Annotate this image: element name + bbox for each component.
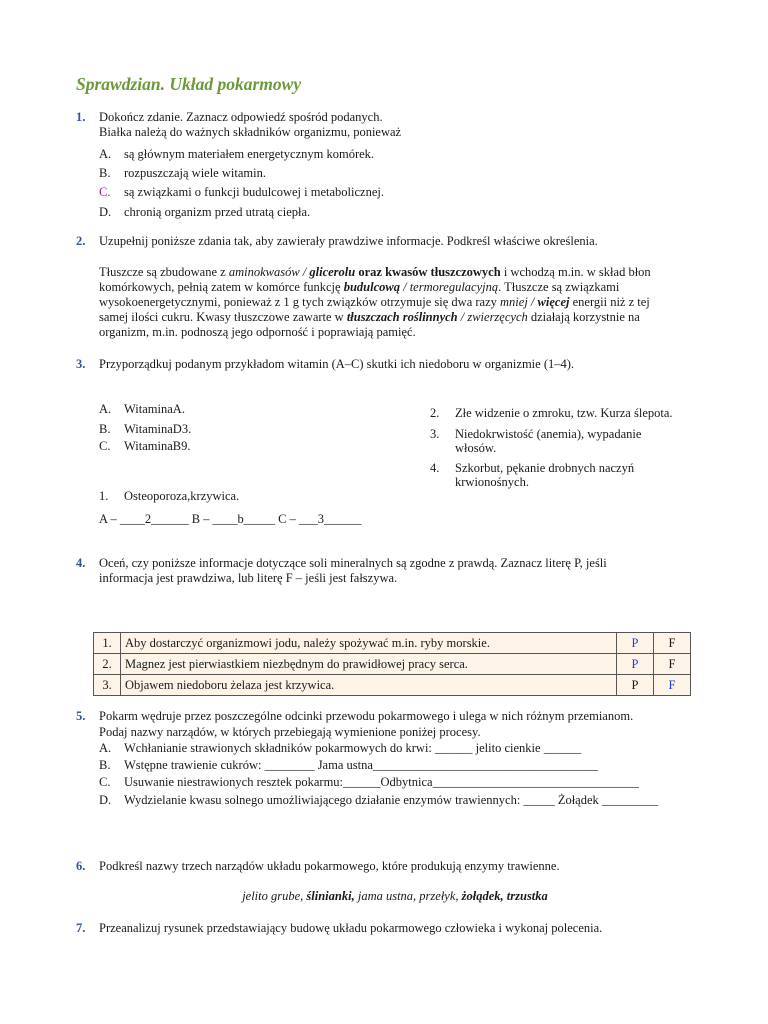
question-7-instruction: Przeanalizuj rysunek przedstawiający budowę układu pokarmowego człowieka i wykonaj polecenia. xyxy=(99,921,603,935)
option-letter: A. xyxy=(99,147,112,161)
choice-option[interactable]: / termoregulacyjną xyxy=(399,280,499,294)
deficiency-effect-4: 4. Szkorbut, pękanie drobnych naczyń xyxy=(430,461,635,475)
question-2-line-5: organizm, m.in. podnoszą jego odporność i poprawiają pamięć. xyxy=(99,325,416,339)
question-1-option-b[interactable] xyxy=(99,166,266,181)
organ-option-selected[interactable]: żołądek, trzustka xyxy=(461,889,548,903)
question-5-instruction: Pokarm wędruje przez poszczególne odcinki przewodu pokarmowego i ulega w nich różnym przemianom. xyxy=(99,709,634,723)
false-option[interactable]: F xyxy=(654,654,691,675)
option-text: są głównym materiałem energetycznym komórek. xyxy=(124,147,375,161)
option-text: są związkami o funkcji budulcowej i metabolicznej. xyxy=(124,185,384,199)
question-5-option-a[interactable]: A. Wchłanianie strawionych składników pokarmowych do krwi: ______ jelito cienkie ______ xyxy=(99,741,582,755)
question-6-instruction: Podkreśl nazwy trzech narządów układu pokarmowego, które produkują enzymy trawienne. xyxy=(99,859,560,873)
organ-option[interactable]: jelito grube, xyxy=(242,889,307,903)
question-6-number: 6. xyxy=(76,859,86,873)
organ-option[interactable]: jama ustna, przełyk, xyxy=(354,889,462,903)
organ-list xyxy=(99,889,691,904)
question-5-option-d[interactable]: D. Wydzielanie kwasu solnego umożliwiającego działanie enzymów trawiennych: _____ Żołądek _________ xyxy=(99,793,659,807)
option-letter: B. xyxy=(99,166,111,180)
question-2-line-4: samej ilości cukru. Kwasy tłuszczowe zawarte w tłuszczach roślinnych / zwierzęcych działają korzystnie na xyxy=(99,310,640,324)
deficiency-effect-3: 3. Niedokrwistość (anemia), wypadanie xyxy=(430,427,642,441)
deficiency-effect-4-cont: krwionośnych. xyxy=(455,475,529,489)
option-text: rozpuszczają wiele witamin. xyxy=(124,166,266,180)
page-title: Sprawdzian. Układ pokarmowy xyxy=(76,74,302,94)
question-5-option-b[interactable]: B. Wstępne trawienie cukrów: ________ Jama ustna____________________________________ xyxy=(99,758,598,772)
vitamin-b: B. WitaminaD3. xyxy=(99,422,192,436)
true-option-selected[interactable]: P xyxy=(617,633,654,654)
true-option[interactable]: P xyxy=(617,675,654,696)
row-number: 1. xyxy=(94,633,121,654)
question-5-instruction-cont: Podaj nazwy narządów, w których przebiegają wymienione poniżej procesy. xyxy=(99,725,481,739)
choice-option[interactable]: / zwierzęcych xyxy=(457,310,528,324)
table-row xyxy=(94,675,691,696)
false-option[interactable]: F xyxy=(654,633,691,654)
true-false-table xyxy=(93,632,691,696)
question-1-option-d[interactable] xyxy=(99,205,310,220)
option-letter-selected: C. xyxy=(99,185,111,199)
row-number: 3. xyxy=(94,675,121,696)
question-1-option-c[interactable] xyxy=(99,185,384,200)
statement: Objawem niedoboru żelaza jest krzywica. xyxy=(121,675,617,696)
question-1-stem: Białka należą do ważnych składników organizmu, ponieważ xyxy=(99,125,402,139)
option-letter: D. xyxy=(99,205,112,219)
question-2-number: 2. xyxy=(76,234,86,248)
question-2-line-2: komórkowych, pełnią zatem w komórce funkcję budulcową / termoregulacyjną. Tłuszcze są związkami xyxy=(99,280,620,294)
table-row xyxy=(94,633,691,654)
question-5-option-c[interactable]: C. Usuwanie niestrawionych resztek pokarmu:______Odbytnica_________________________________ xyxy=(99,775,639,789)
question-2-line-1: Tłuszcze są zbudowane z aminokwasów / glicerolu oraz kwasów tłuszczowych i wchodzą m.in. w skład błon xyxy=(99,265,651,279)
vitamin-a: A. WitaminaA. xyxy=(99,402,185,416)
question-2-instruction: Uzupełnij poniższe zdania tak, aby zawierały prawdziwe informacje. Podkreśl właściwe określenia. xyxy=(99,234,598,248)
row-number: 2. xyxy=(94,654,121,675)
question-1-instruction: Dokończ zdanie. Zaznacz odpowiedź spośród podanych. xyxy=(99,110,383,124)
deficiency-effect-2: 2. Złe widzenie o zmroku, tzw. Kurza ślepota. xyxy=(430,406,673,420)
question-5-number: 5. xyxy=(76,709,86,723)
choice-option[interactable]: mniej / xyxy=(500,295,538,309)
question-4-instruction-cont: informacja jest prawdziwa, lub literę F – jeśli jest fałszywa. xyxy=(99,571,398,585)
vitamin-c: C. WitaminaB9. xyxy=(99,439,191,453)
question-1-option-a[interactable] xyxy=(99,147,374,162)
question-4-instruction: Oceń, czy poniższe informacje dotyczące soli mineralnych są zgodne z prawdą. Zaznacz literę P, jeśli xyxy=(99,556,607,570)
choice-option-selected[interactable]: więcej xyxy=(537,295,570,309)
question-3-instruction: Przyporządkuj podanym przykładom witamin (A–C) skutki ich niedoboru w organizmie (1–4). xyxy=(99,357,575,371)
choice-option-selected[interactable]: tłuszczach roślinnych xyxy=(346,310,458,324)
true-option-selected[interactable]: P xyxy=(617,654,654,675)
statement: Magnez jest pierwiastkiem niezbędnym do prawidłowej pracy serca. xyxy=(121,654,617,675)
statement: Aby dostarczyć organizmowi jodu, należy spożywać m.in. ryby morskie. xyxy=(121,633,617,654)
question-1-number: 1. xyxy=(76,110,86,124)
question-4-number: 4. xyxy=(76,556,86,570)
choice-option-selected[interactable]: glicerolu xyxy=(309,265,356,279)
choice-option-selected[interactable]: budulcową xyxy=(343,280,400,294)
deficiency-effect-1: 1. Osteoporoza,krzywica. xyxy=(99,489,240,503)
false-option-selected[interactable]: F xyxy=(654,675,691,696)
choice-option[interactable]: aminokwasów / xyxy=(228,265,310,279)
option-text: chronią organizm przed utratą ciepła. xyxy=(124,205,311,219)
table-row xyxy=(94,654,691,675)
question-2-line-3: wysokoenergetycznymi, ponieważ z 1 g tych związków otrzymuje się dwa razy mniej / więcej energii niż z tej xyxy=(99,295,650,309)
question-3-answer[interactable]: A – ____2______ B – ____b_____ C – ___3______ xyxy=(99,512,362,526)
question-3-number: 3. xyxy=(76,357,86,371)
deficiency-effect-3-cont: włosów. xyxy=(455,441,497,455)
question-7-number: 7. xyxy=(76,921,86,935)
organ-option-selected[interactable]: ślinianki, xyxy=(306,889,355,903)
